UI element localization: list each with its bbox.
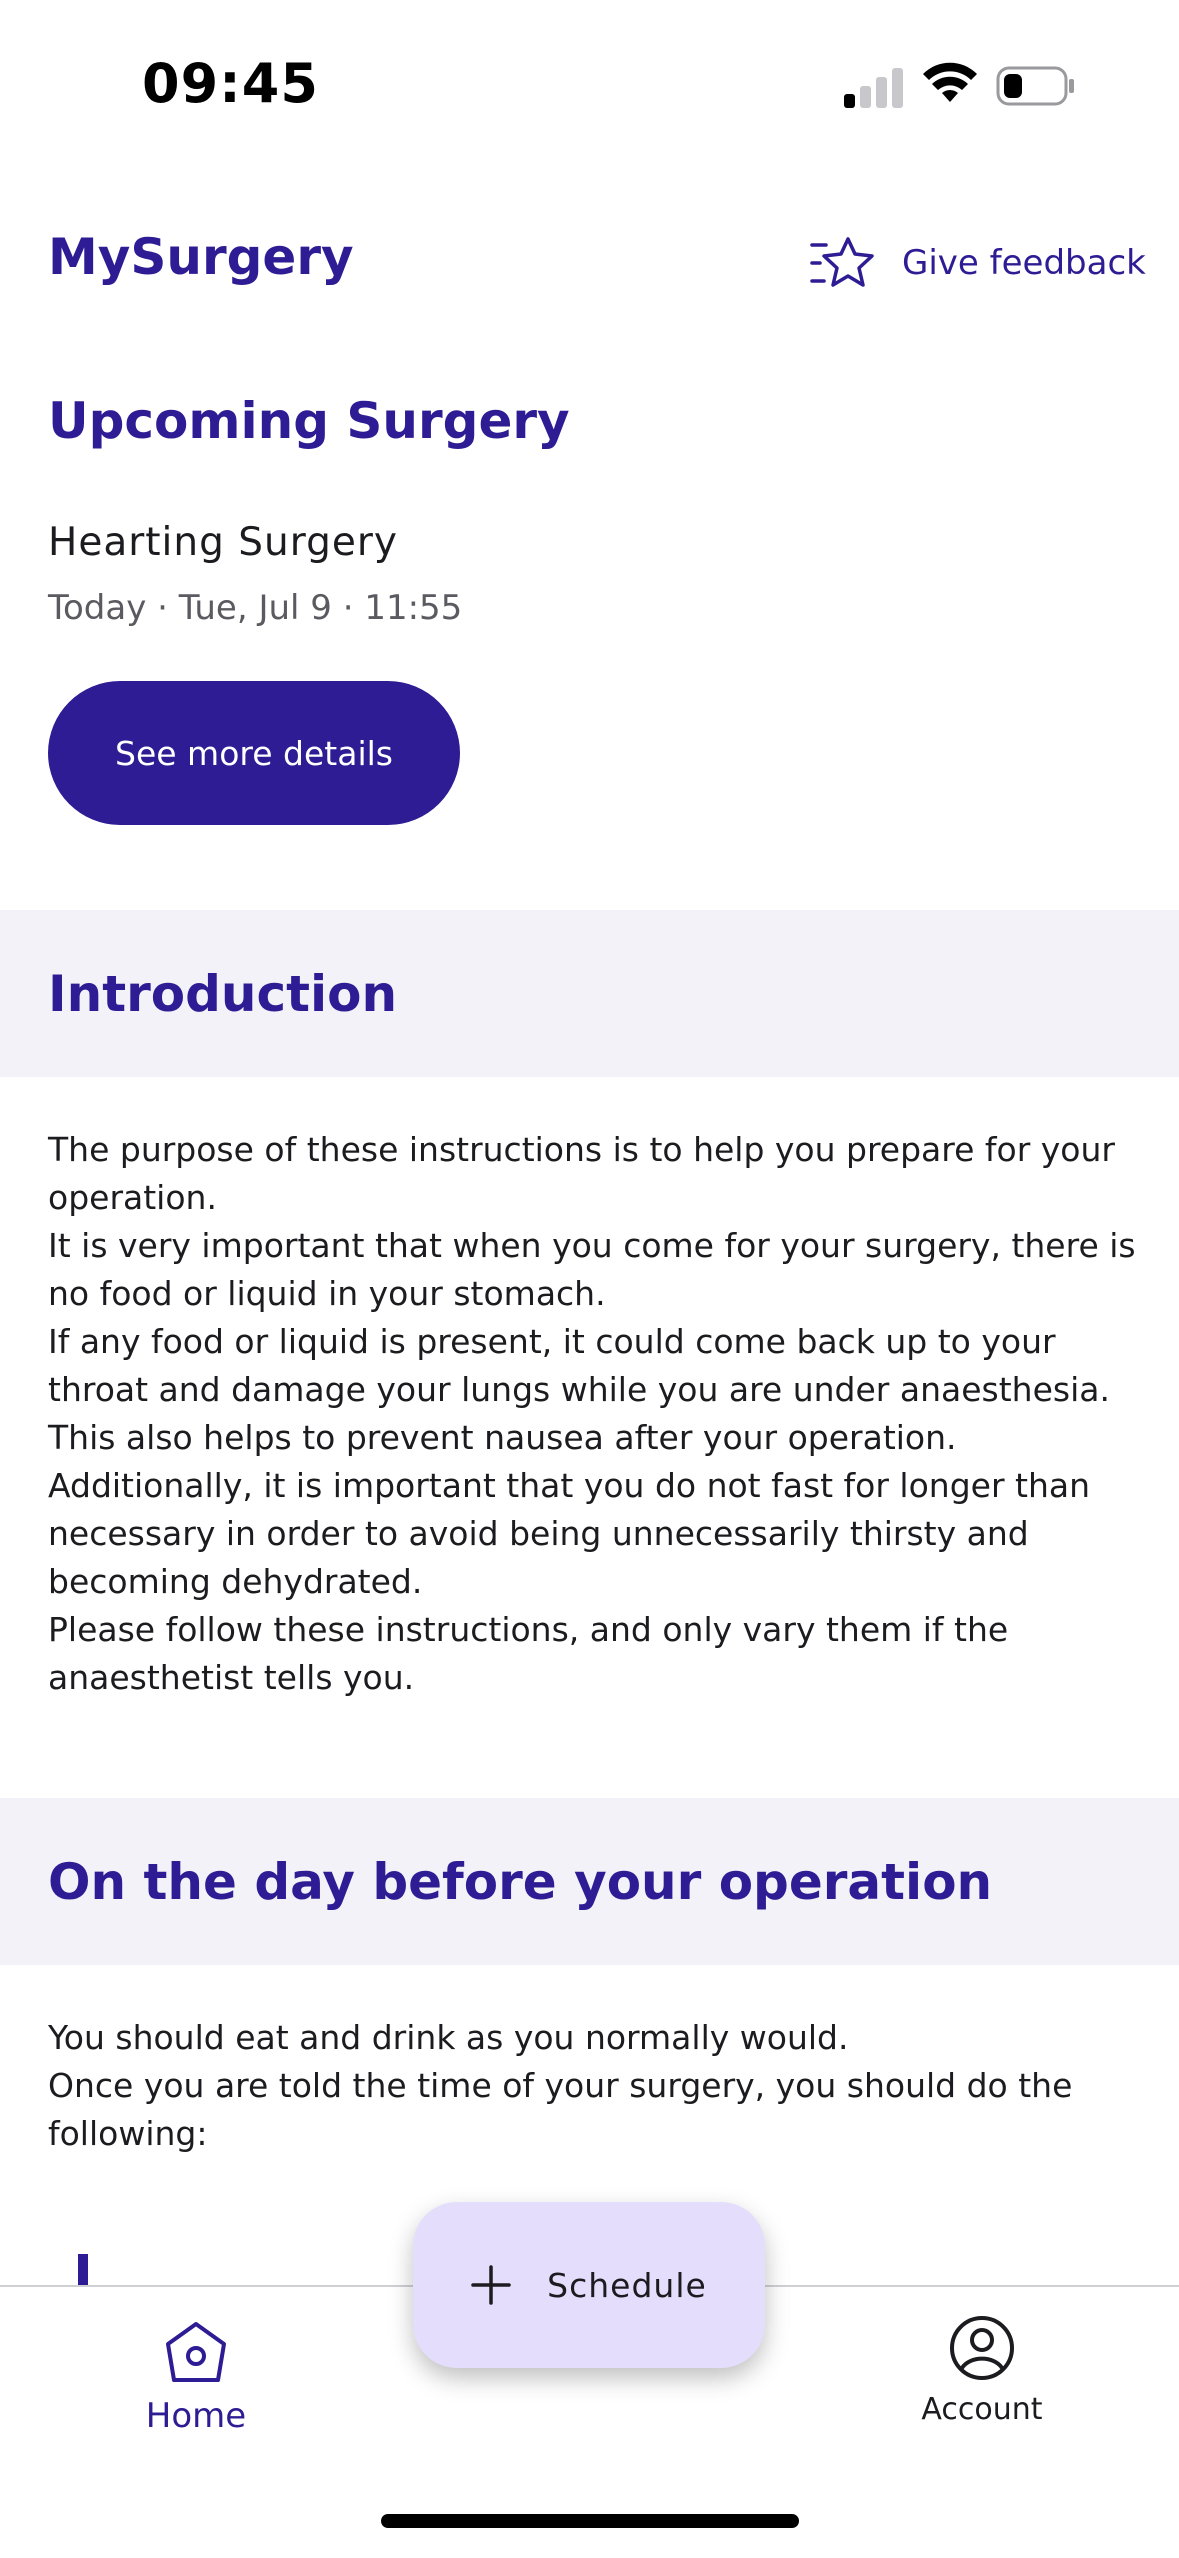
introduction-header <box>0 910 1179 1077</box>
wifi-icon <box>922 62 978 106</box>
upcoming-surgery-title: Upcoming Surgery <box>48 392 570 450</box>
surgery-name: Hearting Surgery <box>48 520 398 565</box>
account-icon <box>948 2314 1016 2382</box>
day-before-header <box>0 1798 1179 1965</box>
star-icon <box>810 233 876 293</box>
status-bar <box>0 0 1179 160</box>
day-before-title: On the day before your operation <box>48 1852 993 1911</box>
cellular-signal-icon <box>844 66 904 108</box>
status-time: 09:45 <box>142 52 319 115</box>
introduction-title: Introduction <box>48 964 398 1023</box>
nav-account[interactable] <box>902 2314 1062 2427</box>
give-feedback-button[interactable] <box>810 230 1146 296</box>
see-more-details-button[interactable]: See more details <box>48 681 460 825</box>
nav-home-label: Home <box>145 2396 247 2436</box>
battery-icon <box>996 66 1076 106</box>
list-item-marker <box>78 2254 88 2286</box>
surgery-date: Today · Tue, Jul 9 · 11:55 <box>48 588 463 628</box>
plus-icon <box>471 2265 511 2305</box>
give-feedback-label: Give feedback <box>902 243 1146 283</box>
schedule-button[interactable] <box>413 2202 765 2368</box>
nav-account-label: Account <box>921 2392 1043 2427</box>
home-icon <box>162 2320 230 2386</box>
nav-home[interactable] <box>116 2320 276 2436</box>
day-before-text: You should eat and drink as you normally would. Once you are told the time of your surgery, you should do the following: <box>48 2018 1073 2153</box>
schedule-label: Schedule <box>547 2265 707 2305</box>
home-indicator[interactable] <box>381 2514 799 2528</box>
introduction-text: The purpose of these instructions is to help you prepare for your operation. It is very important that when you come for your surgery, there is no food or liquid in your stomach. If any food or liquid is present, it could come back up to your throat and damage your lungs while you are under anaesthesia. This also helps to prevent nausea after your operation. Additionally, it is important that you do not fast for longer than necessary in order to avoid being unnecessarily thirsty and becoming dehydrated. Please follow these instructions, and only vary them if the anaesthetist tells you. <box>48 1130 1136 1697</box>
app-title: MySurgery <box>48 228 354 286</box>
